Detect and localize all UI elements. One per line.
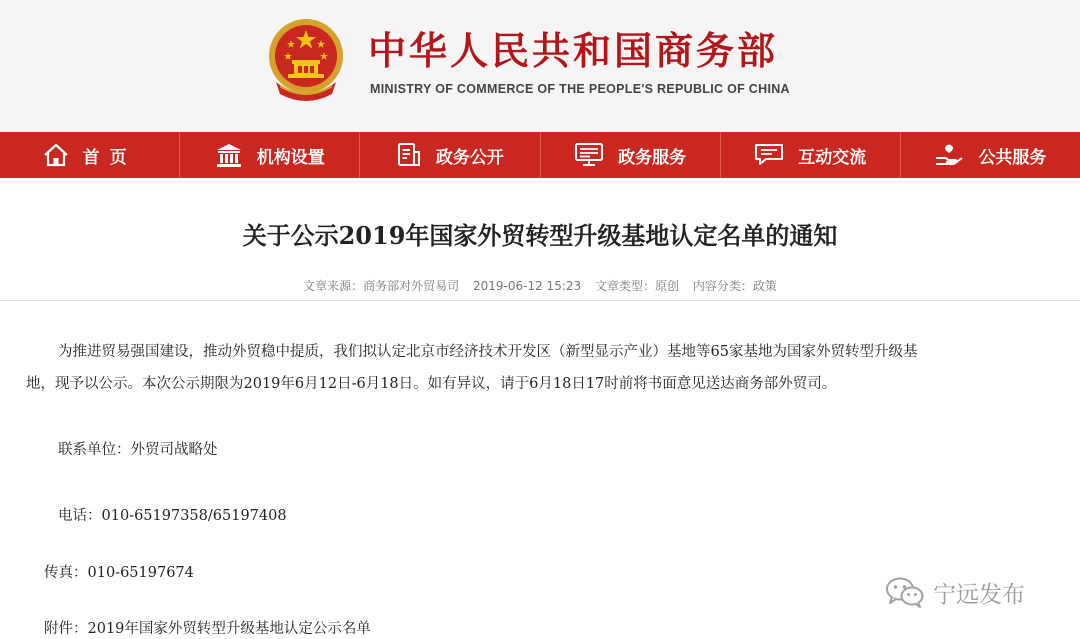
attachment-link[interactable]: 附件：2019年国家外贸转型升级基地认定公示名单 [44, 621, 371, 637]
nav-label-organization: 机构设置 [256, 147, 325, 168]
nav-item-organization[interactable] [180, 132, 360, 178]
nav-item-home[interactable] [0, 132, 180, 178]
site-title: 中华人民共和国商务部 [368, 29, 779, 73]
main-nav [0, 132, 1080, 178]
contact-fax: 传真：010-65197674 [44, 565, 194, 581]
contact-unit: 联系单位：外贸司战略处 [58, 442, 218, 458]
contact-phone: 电话：010-65197358/65197408 [58, 508, 287, 524]
document-icon [396, 142, 422, 168]
home-icon [43, 143, 69, 167]
article-paragraph-line: 为推进贸易强国建设，推动外贸稳中提质，我们拟认定北京市经济技术开发区（新型显示产业）基地等65家基地为国家外贸转型升级基 [58, 344, 918, 360]
nav-label-public-services: 公共服务 [978, 147, 1047, 168]
article-type: 文章类型：原创 [594, 279, 679, 293]
national-emblem-icon[interactable] [266, 16, 346, 102]
article-datetime: 2019-06-12 15:23 [473, 279, 582, 293]
service-icon [934, 142, 964, 168]
nav-item-government-services[interactable] [541, 132, 721, 178]
article-paragraph-line: 地，现予以公示。本次公示期限为2019年6月12日-6月18日。如有异议，请于6月18日17时前将书面意见送达商务部外贸司。 [26, 376, 837, 392]
nav-item-interaction[interactable] [721, 132, 901, 178]
article-source: 文章来源：商务部对外贸易司 [303, 279, 460, 293]
article-category: 内容分类：政策 [692, 279, 777, 293]
watermark-text: 宁远发布 [933, 581, 1025, 608]
title-divider [0, 300, 1080, 301]
nav-item-public-services[interactable] [901, 132, 1080, 178]
article-meta [0, 277, 1080, 294]
wechat-watermark [885, 572, 1025, 612]
nav-label-government-affairs: 政务公开 [435, 147, 504, 168]
site-header [0, 0, 1080, 132]
nav-label-interaction: 互动交流 [798, 147, 867, 168]
nav-label-home: 首页 [82, 147, 137, 168]
nav-item-government-affairs[interactable] [360, 132, 540, 178]
site-subtitle: MINISTRY OF COMMERCE OF THE PEOPLE'S REPUBLIC OF CHINA [370, 82, 790, 96]
wechat-icon [885, 576, 925, 608]
article-title: 关于公示2019年国家外贸转型升级基地认定名单的通知 [242, 221, 838, 250]
monitor-icon [574, 142, 604, 168]
chat-icon [754, 142, 784, 168]
nav-label-government-services: 政务服务 [618, 147, 687, 168]
building-icon [215, 142, 243, 168]
